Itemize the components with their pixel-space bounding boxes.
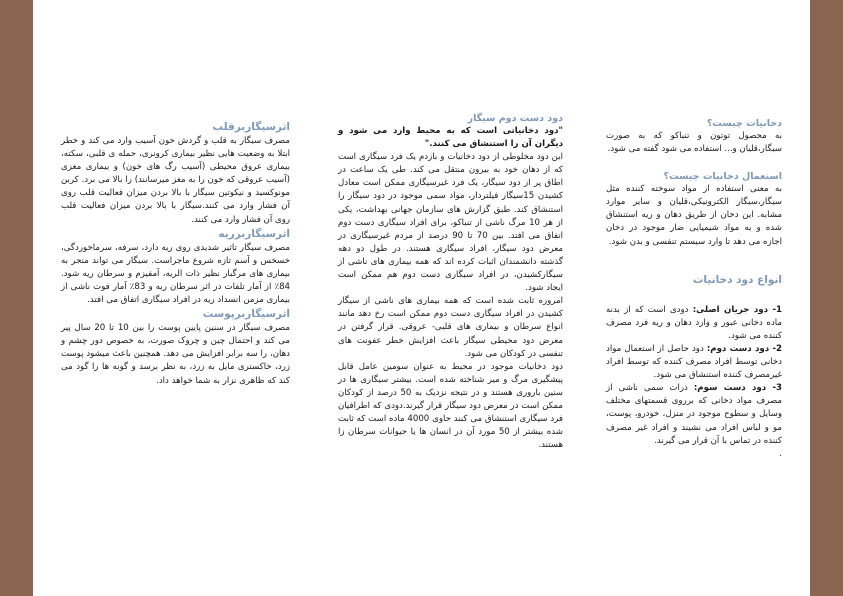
paragraph-secondhand-3: دود دخانیات موجود در محیط به عنوان سومین عامل قابل پیشگیری مرگ و میر شناخته شده است. بیشتر سیگاری ها در سنین باروری هستند و در نتیجه نزدیک به 50 درصد از کودکان ممکن است در معرض دود سیگار قرار گیرند.دودی که اطرافیان فرد سیگاری استنشاق می کنند حاوی 4000 ماده است که ثابت شده بیشتر از 50 مورد آن در انسان ها یا حیوانات سرطان زا هستند. (338, 361, 564, 451)
paragraph-effect-lung: مصرف سیگار تاثیر شدیدی روی ریه دارد، سرفه، سرماخوردگی، خسخس و آسم تازه شروع ماجراست. سیگار می تواند منجر به بیماری های مرگبار نظیر ذات الریه، آمفیزم و سرطان ریه شود. 84٪ از آمار تلفات در اثر سرطان ریه و 83٪ آمار فوت ناشی از بیماری مزمن انسداد ریه در افراد سیگاری اتفاق می افتد. (61, 242, 290, 306)
heading-smoke-types: انواع دود دخانیات (692, 273, 782, 286)
smoke-type-secondhand-text: دود حاصل از استعمال مواد دخانی توسط افراد مصرف کننده که توسط افراد غیرمصرف کننده استنشاق می شود. (606, 343, 782, 381)
heading-effect-lung: اثرسیگاربرریه (218, 227, 290, 240)
heading-what-is-tobacco: دخانیات چیست؟ (706, 118, 782, 129)
paragraph-what-is-tobacco: به محصول توتون و تنباکو که به صورت سیگار،قلیان و... استفاده می شود گفته می شود. (606, 131, 782, 155)
smoke-type-mainstream (606, 304, 782, 343)
paragraph-effect-skin: مصرف سیگار در سنین پایین پوست را بین 10 تا 20 سال پیر می کند و احتمال چین و چروک صورت، به خصوص دور چشم و دهان، را سه برابر افزایش می دهد. همچنین باعث میشود پوست زرد، خاکستری مایل به زرد، به نظر برسد و گونه ها را گود می کند که ظاهری نزار به شما خواهد داد. (61, 323, 290, 386)
heading-effect-heart: اثرسیگاربرقلب (212, 121, 290, 133)
column-left (61, 120, 290, 388)
smoke-type-secondhand (606, 343, 782, 382)
paragraph-what-is-smoking: به معنی استفاده از مواد سوخته کننده مثل سیگار،سیگار الکترونیکی،قلیان و سایر موارد مشابه. این دخان از طریق دهان و ریه استنشاق شده و به مواد شیمیایی ضار موجود در دخان اجازه می دهد تا وارد سیستم تنفسی و بدن شود. (606, 184, 782, 247)
heading-secondhand-smoke: دود دست دوم سیگار (467, 113, 563, 124)
smoke-type-thirdhand-text: ذرات سمی ناشی از مصرف مواد دخانی که برروی قسمتهای مختلف وسایل و سطوح موجود در منزل، خودرو، پوست، مو و لباس افراد می نشیند و افراد غیر مصرف کننده در تماس با آن قرار می گیرند. (606, 383, 782, 446)
heading-effect-skin: اثرسیگاربرپوست (202, 308, 290, 321)
paragraph-secondhand-1: این دود مخلوطی از دود دخانیات و بازدم یک فرد سیگاری است که از دهان خود به بیرون منتقل می کند. طی یک ساعت در اطاق پر از دود سیگار، یک فرد غیرسیگاری ممکن است معادل کشیدن 15سیگار فیلتردار، مواد سمی موجود در دود سیگار را استنشاق کند. طبق گزارش های سازمان جهانی بهداشت، یکی از هر 10 مرگ ناشی از تنباکو، برای افراد سیگاری دست دوم اتفاق می افتد. بین 70 تا 90 درصد از مردم غیرسیگاری در معرض دود سیگار، افراد سیگاری هستند. در طول دو دهه گذشته دانشمندان اثبات کرده اند که همه بیماری های ناشی از سیگارکشیدن، در افراد سیگاری دست دوم هم ممکن است ایجاد شود. (338, 152, 563, 294)
smoke-type-secondhand-label: 2- دود دست دوم: (706, 343, 782, 354)
smoke-type-mainstream-text: دودی است که از بدنه ماده دخانی عبور و وارد دهان و ریه فرد مصرف کننده می شود. (606, 304, 782, 341)
heading-what-is-smoking: استعمال دخانیات چیست؟ (663, 171, 782, 183)
smoke-type-thirdhand-label: 3- دود دست سوم: (693, 383, 782, 394)
column-middle (338, 112, 563, 452)
paragraph-secondhand-2: امروزه ثابت شده است که همه بیماری های ناشی از سیگار کشیدن در افراد سیگاری دست دوم ممکن است رخ دهد مانند انواع سرطان و بیماری های قلبی- عروقی. قرار گرفتن در معرض دود محیطی سیگار باعث افزایش خطر عفونت های تنفسی در کودکان می شود. (338, 296, 563, 359)
secondhand-smoke-quote: "دود دخانیاتی است که به محیط وارد می شود و دیگران آن را استنشاق می کنند." (338, 126, 563, 150)
brochure-page (33, 0, 810, 596)
smoke-type-mainstream-label: 1- دود جریان اصلی: (692, 304, 783, 315)
column-right (606, 117, 782, 461)
paragraph-effect-heart: مصرف سیگار به قلب و گردش خون آسیب وارد می کند و خطر ابتلا به وضعیت هایی نظیر بیماری کرونری، حمله ی قلبی، سکته، بیماری عروق محیطی (آسیب رگ های خون) و بیماری مغزی (آسیب عروقی که خون را به مغز میرسانند) را بالا می برد. کربن مونوکسید و نیکوتین سیگار با بالا بردن میزان فعالیت قلب روی آن فشار وارد می کنند.سیگار با بالا بردن میزان فعالیت قلب روی آن فشار وارد می کنند. (61, 136, 290, 225)
trailing-dot: . (779, 448, 782, 459)
smoke-type-thirdhand (606, 382, 782, 447)
